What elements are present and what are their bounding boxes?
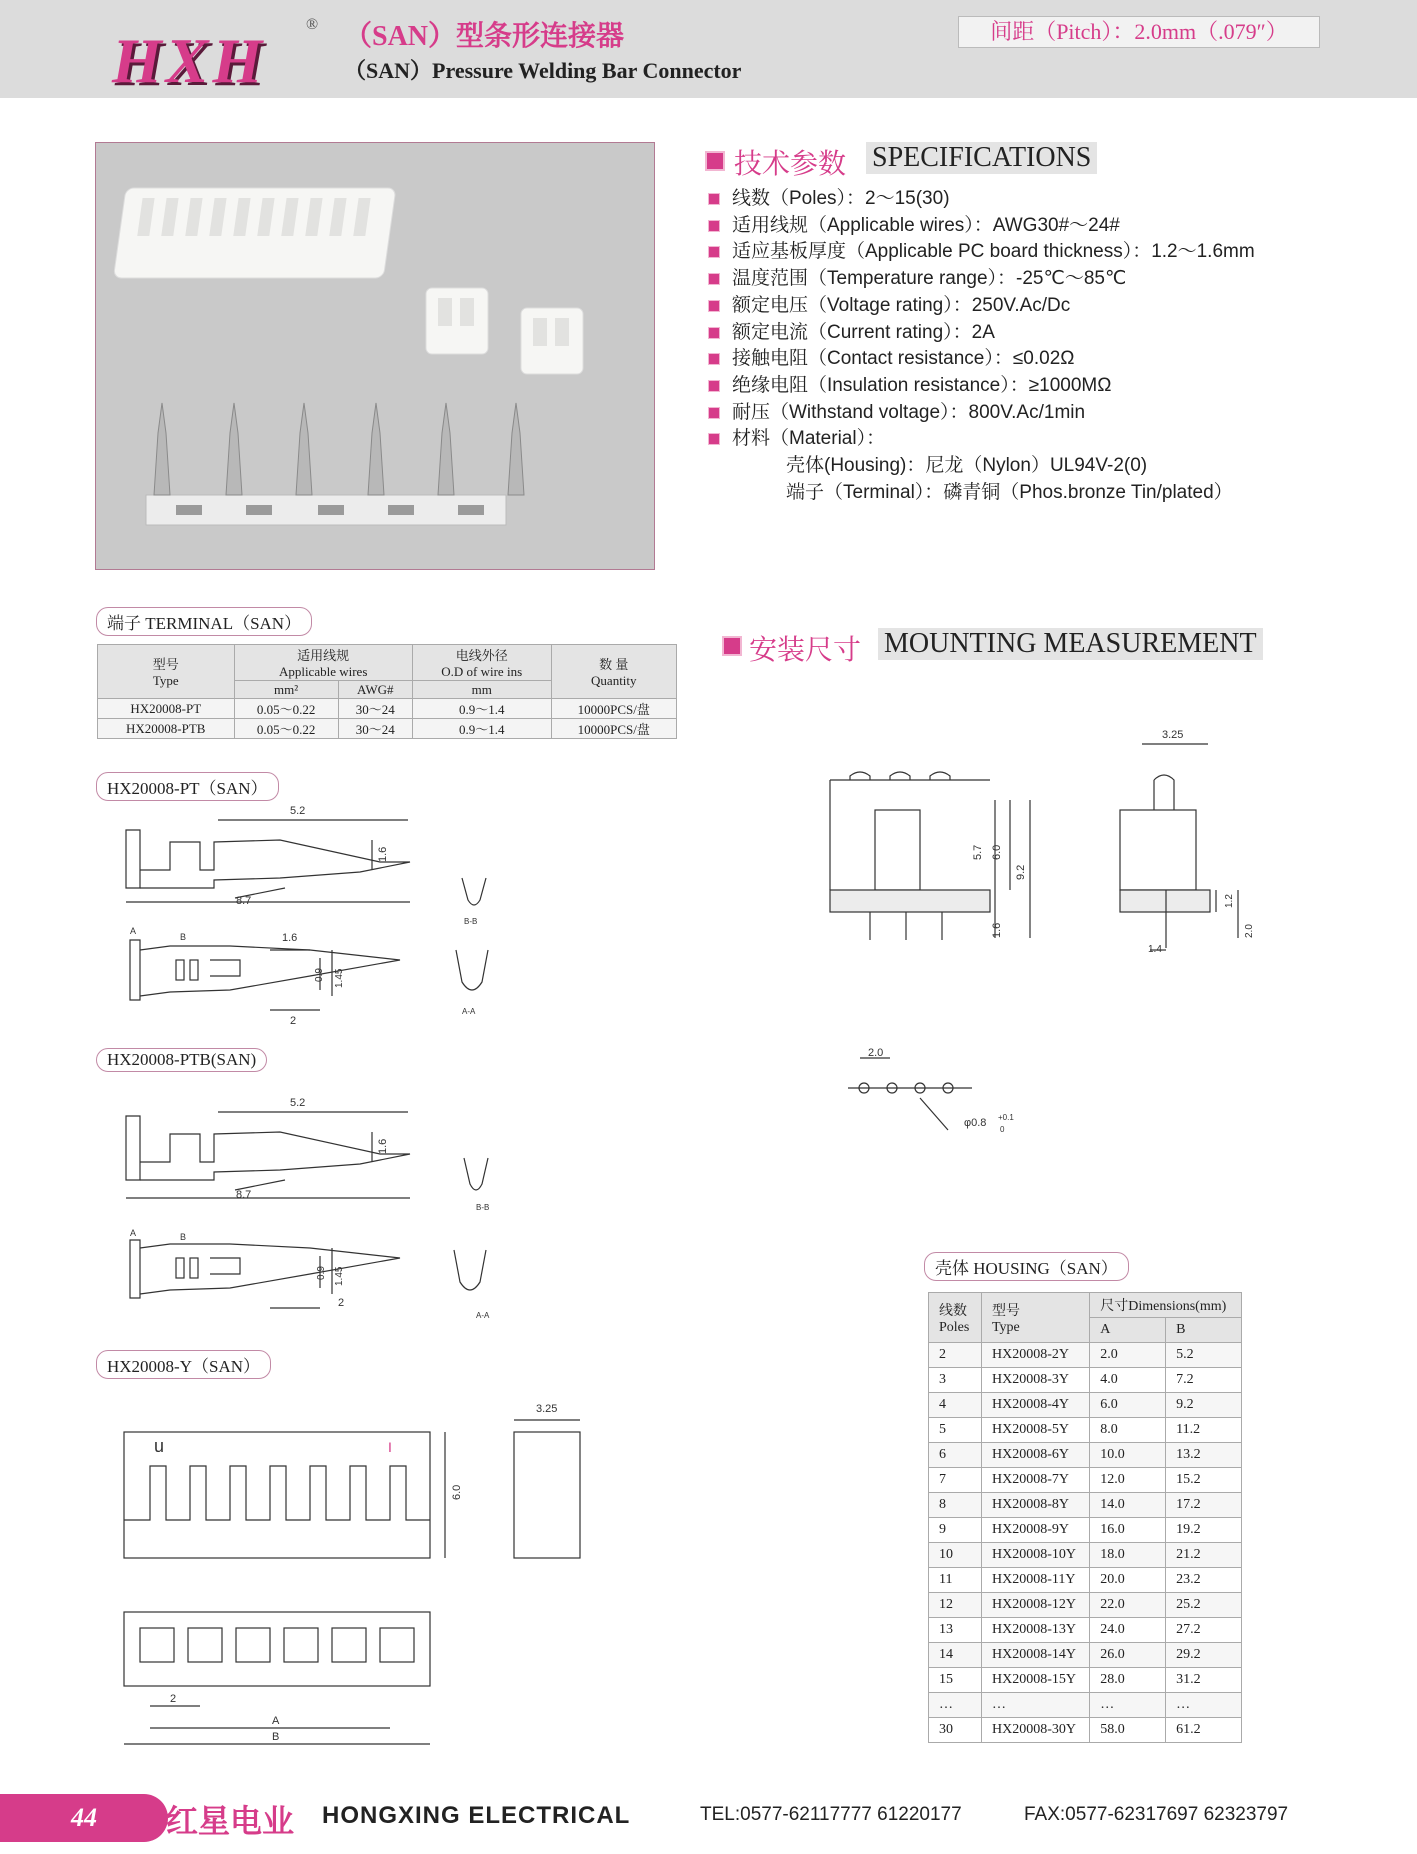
th-od: 电线外径 O.D of wire ins [412, 645, 551, 681]
svg-text:2: 2 [338, 1297, 345, 1309]
svg-text:0.9: 0.9 [316, 1266, 327, 1280]
pt-tag: HX20008-PT（SAN） [96, 772, 279, 801]
th-b: B [1166, 1318, 1242, 1343]
bullet-icon [708, 380, 720, 392]
table-row [929, 1593, 1242, 1618]
page-title-en: （SAN）Pressure Welding Bar Connector [344, 58, 742, 83]
table-row [929, 1693, 1242, 1718]
table-cell: 29.2 [1166, 1643, 1242, 1668]
table-cell: 28.0 [1090, 1668, 1166, 1693]
section-bullet [705, 151, 725, 171]
table-cell: 10.0 [1090, 1443, 1166, 1468]
svg-text:2.0: 2.0 [1244, 924, 1255, 938]
th-type: 型号 Type [98, 645, 235, 699]
bullet-icon [708, 220, 720, 232]
svg-text:1.6: 1.6 [377, 846, 389, 862]
svg-text:0.9: 0.9 [314, 968, 325, 982]
table-cell: 2 [929, 1343, 982, 1368]
bullet-icon [708, 246, 720, 258]
mounting-drawing [820, 720, 1260, 980]
svg-text:A: A [130, 1228, 137, 1238]
mounting-heading-en: MOUNTING MEASUREMENT [878, 628, 1263, 660]
svg-text:5.2: 5.2 [290, 1097, 306, 1109]
table-cell: 17.2 [1166, 1493, 1242, 1518]
svg-text:1.45: 1.45 [334, 968, 345, 988]
svg-text:1.2: 1.2 [1224, 894, 1235, 908]
svg-text:2: 2 [170, 1693, 177, 1705]
table-cell: 14.0 [1090, 1493, 1166, 1518]
table-cell: 12.0 [1090, 1468, 1166, 1493]
bullet-icon [708, 327, 720, 339]
table-cell: 15 [929, 1668, 982, 1693]
table-cell: HX20008-15Y [981, 1668, 1089, 1693]
page-title-cn: （SAN）型条形连接器 [344, 21, 625, 52]
th-a: A [1090, 1318, 1166, 1343]
specs-list [708, 186, 1255, 506]
svg-text:1.6: 1.6 [282, 932, 298, 944]
mounting-heading-cn: 安装尺寸 [749, 635, 862, 666]
table-cell: HX20008-30Y [981, 1718, 1089, 1743]
table-cell: 7.2 [1166, 1368, 1242, 1393]
spec-row: 额定电流（Current rating）：2A [708, 320, 1255, 347]
svg-text:I: I [388, 1439, 392, 1455]
table-cell: HX20008-3Y [981, 1368, 1089, 1393]
ptb-tag: HX20008-PTB(SAN) [96, 1048, 267, 1072]
svg-text:+0.1: +0.1 [998, 1113, 1014, 1122]
y-tag: HX20008-Y（SAN） [96, 1350, 271, 1379]
spec-row: 耐压（Withstand voltage）：800V.Ac/1min [708, 400, 1255, 427]
table-cell: 6 [929, 1443, 982, 1468]
spec-row: 适用线规（Applicable wires）：AWG30#～24# [708, 213, 1255, 240]
ptb-drawing [110, 1092, 540, 1322]
table-row [929, 1668, 1242, 1693]
svg-text:2.0: 2.0 [868, 1047, 884, 1059]
svg-text:φ0.8: φ0.8 [964, 1117, 987, 1129]
svg-text:6.0: 6.0 [991, 844, 1003, 860]
th-dimensions: 尺寸Dimensions(mm) [1090, 1293, 1242, 1318]
spec-row: 温度范围（Temperature range）：-25℃～85℃ [708, 266, 1255, 293]
table-cell: 19.2 [1166, 1518, 1242, 1543]
table-cell: HX20008-9Y [981, 1518, 1089, 1543]
th-qty: 数 量 Quantity [551, 645, 676, 699]
brand-name-cn: 红星电业 [166, 1803, 295, 1839]
table-cell: HX20008-7Y [981, 1468, 1089, 1493]
table-cell: 13.2 [1166, 1443, 1242, 1468]
table-cell: 13 [929, 1618, 982, 1643]
table-cell: 23.2 [1166, 1568, 1242, 1593]
table-cell: 24.0 [1090, 1618, 1166, 1643]
th-mm2: mm² [234, 681, 338, 699]
table-cell: HX20008-5Y [981, 1418, 1089, 1443]
svg-text:B: B [180, 1232, 187, 1242]
table-cell: HX20008-10Y [981, 1543, 1089, 1568]
table-cell: 18.0 [1090, 1543, 1166, 1568]
bullet-icon [708, 193, 720, 205]
table-row [929, 1543, 1242, 1568]
housing-table [928, 1292, 1242, 1743]
svg-text:B-B: B-B [476, 1203, 490, 1212]
page-number: 44 [0, 1794, 168, 1842]
terminal-table [97, 644, 677, 739]
table-cell: 20.0 [1090, 1568, 1166, 1593]
svg-text:A: A [130, 926, 137, 936]
svg-text:1.6: 1.6 [377, 1138, 389, 1154]
table-row: HX20008-PTB 0.05～0.22 30～24 0.9～1.4 10000PCS/盘 [98, 719, 677, 739]
table-cell: … [981, 1693, 1089, 1718]
table-cell: HX20008-11Y [981, 1568, 1089, 1593]
table-cell: 5.2 [1166, 1343, 1242, 1368]
th-awg: AWG# [338, 681, 412, 699]
svg-text:2: 2 [290, 1015, 297, 1027]
bullet-icon [708, 433, 720, 445]
svg-text:B: B [180, 932, 187, 942]
bullet-icon [708, 407, 720, 419]
svg-text:u: u [154, 1436, 165, 1456]
pt-drawing [110, 800, 540, 1027]
table-cell: HX20008-6Y [981, 1443, 1089, 1468]
terminal-tag: 端子 TERMINAL（SAN） [96, 607, 312, 636]
table-cell: 6.0 [1090, 1393, 1166, 1418]
table-row [929, 1393, 1242, 1418]
table-cell: … [929, 1693, 982, 1718]
table-row [929, 1618, 1242, 1643]
table-row [929, 1368, 1242, 1393]
pitch-box: 间距（Pitch）：2.0mm（.079″） [958, 16, 1320, 48]
table-cell: 11.2 [1166, 1418, 1242, 1443]
table-cell: 2.0 [1090, 1343, 1166, 1368]
th-wires: 适用线规 Applicable wires [234, 645, 412, 681]
svg-text:8.7: 8.7 [236, 1189, 252, 1201]
table-cell: 12 [929, 1593, 982, 1618]
specs-heading-en: SPECIFICATIONS [866, 142, 1097, 174]
brand-name-en: HONGXING ELECTRICAL [322, 1802, 631, 1829]
svg-text:3.25: 3.25 [536, 1403, 558, 1415]
specs-heading-cn: 技术参数 [734, 149, 847, 180]
bullet-icon [708, 353, 720, 365]
table-row [929, 1568, 1242, 1593]
table-cell: 27.2 [1166, 1618, 1242, 1643]
spec-row: 接触电阻（Contact resistance）：≤0.02Ω [708, 346, 1255, 373]
table-cell: 25.2 [1166, 1593, 1242, 1618]
table-cell: 16.0 [1090, 1518, 1166, 1543]
table-cell: 30 [929, 1718, 982, 1743]
svg-text:A-A: A-A [476, 1311, 490, 1320]
housing-tag: 壳体 HOUSING（SAN） [924, 1252, 1129, 1281]
svg-text:B: B [272, 1731, 280, 1743]
table-cell: … [1090, 1693, 1166, 1718]
table-cell: HX20008-2Y [981, 1343, 1089, 1368]
table-cell: 9.2 [1166, 1393, 1242, 1418]
table-cell: 7 [929, 1468, 982, 1493]
table-cell: 5 [929, 1418, 982, 1443]
table-cell: HX20008-12Y [981, 1593, 1089, 1618]
svg-text:1.4: 1.4 [1148, 944, 1162, 955]
table-row [929, 1418, 1242, 1443]
section-bullet [722, 636, 742, 656]
table-cell: HX20008-4Y [981, 1393, 1089, 1418]
svg-text:6.0: 6.0 [451, 1484, 463, 1500]
bullet-icon [708, 273, 720, 285]
table-cell: 61.2 [1166, 1718, 1242, 1743]
table-cell: 8 [929, 1493, 982, 1518]
brand-logo: HXH [112, 25, 267, 96]
table-row [929, 1343, 1242, 1368]
table-cell: 21.2 [1166, 1543, 1242, 1568]
svg-text:B-B: B-B [464, 917, 478, 926]
svg-text:8.7: 8.7 [236, 895, 252, 907]
table-row [929, 1468, 1242, 1493]
table-row [929, 1443, 1242, 1468]
svg-text:1.45: 1.45 [334, 1266, 345, 1286]
table-cell: … [1166, 1693, 1242, 1718]
table-row [929, 1643, 1242, 1668]
table-cell: 8.0 [1090, 1418, 1166, 1443]
table-cell: HX20008-13Y [981, 1618, 1089, 1643]
svg-text:0: 0 [1000, 1125, 1005, 1134]
table-cell: 3 [929, 1368, 982, 1393]
spec-material-terminal: 端子（Terminal）：磷青铜（Phos.bronze Tin/plated） [786, 481, 1233, 503]
table-cell: 58.0 [1090, 1718, 1166, 1743]
svg-text:A-A: A-A [462, 1007, 476, 1016]
table-row [929, 1518, 1242, 1543]
spec-row: 额定电压（Voltage rating）：250V.Ac/Dc [708, 293, 1255, 320]
table-cell: 4.0 [1090, 1368, 1166, 1393]
svg-text:A: A [272, 1715, 280, 1727]
telephone: TEL:0577-62117777 61220177 [700, 1804, 962, 1825]
svg-text:5.7: 5.7 [972, 844, 984, 860]
table-row [929, 1718, 1242, 1743]
product-photo-drawing [96, 143, 654, 569]
y-housing-drawing [110, 1390, 610, 1750]
hole-layout-drawing [840, 1046, 1040, 1136]
svg-text:1.6: 1.6 [991, 922, 1003, 938]
bullet-icon [708, 300, 720, 312]
svg-text:5.2: 5.2 [290, 805, 306, 817]
spec-material-housing: 壳体(Housing)：尼龙（Nylon）UL94V-2(0) [786, 455, 1148, 477]
table-row: HX20008-PT 0.05～0.22 30～24 0.9～1.4 10000PCS/盘 [98, 699, 677, 719]
table-cell: 31.2 [1166, 1668, 1242, 1693]
table-cell: HX20008-8Y [981, 1493, 1089, 1518]
table-row [929, 1493, 1242, 1518]
table-cell: 26.0 [1090, 1643, 1166, 1668]
table-cell: 9 [929, 1518, 982, 1543]
table-cell: 11 [929, 1568, 982, 1593]
product-photo [95, 142, 655, 570]
spec-row: 材料（Material）： [708, 426, 1255, 453]
fax: FAX:0577-62317697 62323797 [1024, 1804, 1289, 1825]
table-cell: 22.0 [1090, 1593, 1166, 1618]
table-cell: HX20008-14Y [981, 1643, 1089, 1668]
spec-row: 线数（Poles）：2～15(30) [708, 186, 1255, 213]
table-cell: 10 [929, 1543, 982, 1568]
table-cell: 15.2 [1166, 1468, 1242, 1493]
th-od-unit: mm [412, 681, 551, 699]
th-poles: 线数 Poles [929, 1293, 982, 1343]
spec-row: 绝缘电阻（Insulation resistance）：≥1000MΩ [708, 373, 1255, 400]
table-cell: 4 [929, 1393, 982, 1418]
svg-text:3.25: 3.25 [1162, 729, 1184, 741]
th-type: 型号 Type [981, 1293, 1089, 1343]
svg-text:9.2: 9.2 [1015, 864, 1027, 880]
spec-row: 适应基板厚度（Applicable PC board thickness）：1.2～1.6mm [708, 239, 1255, 266]
table-cell: 14 [929, 1643, 982, 1668]
registered-mark: ® [306, 16, 319, 33]
